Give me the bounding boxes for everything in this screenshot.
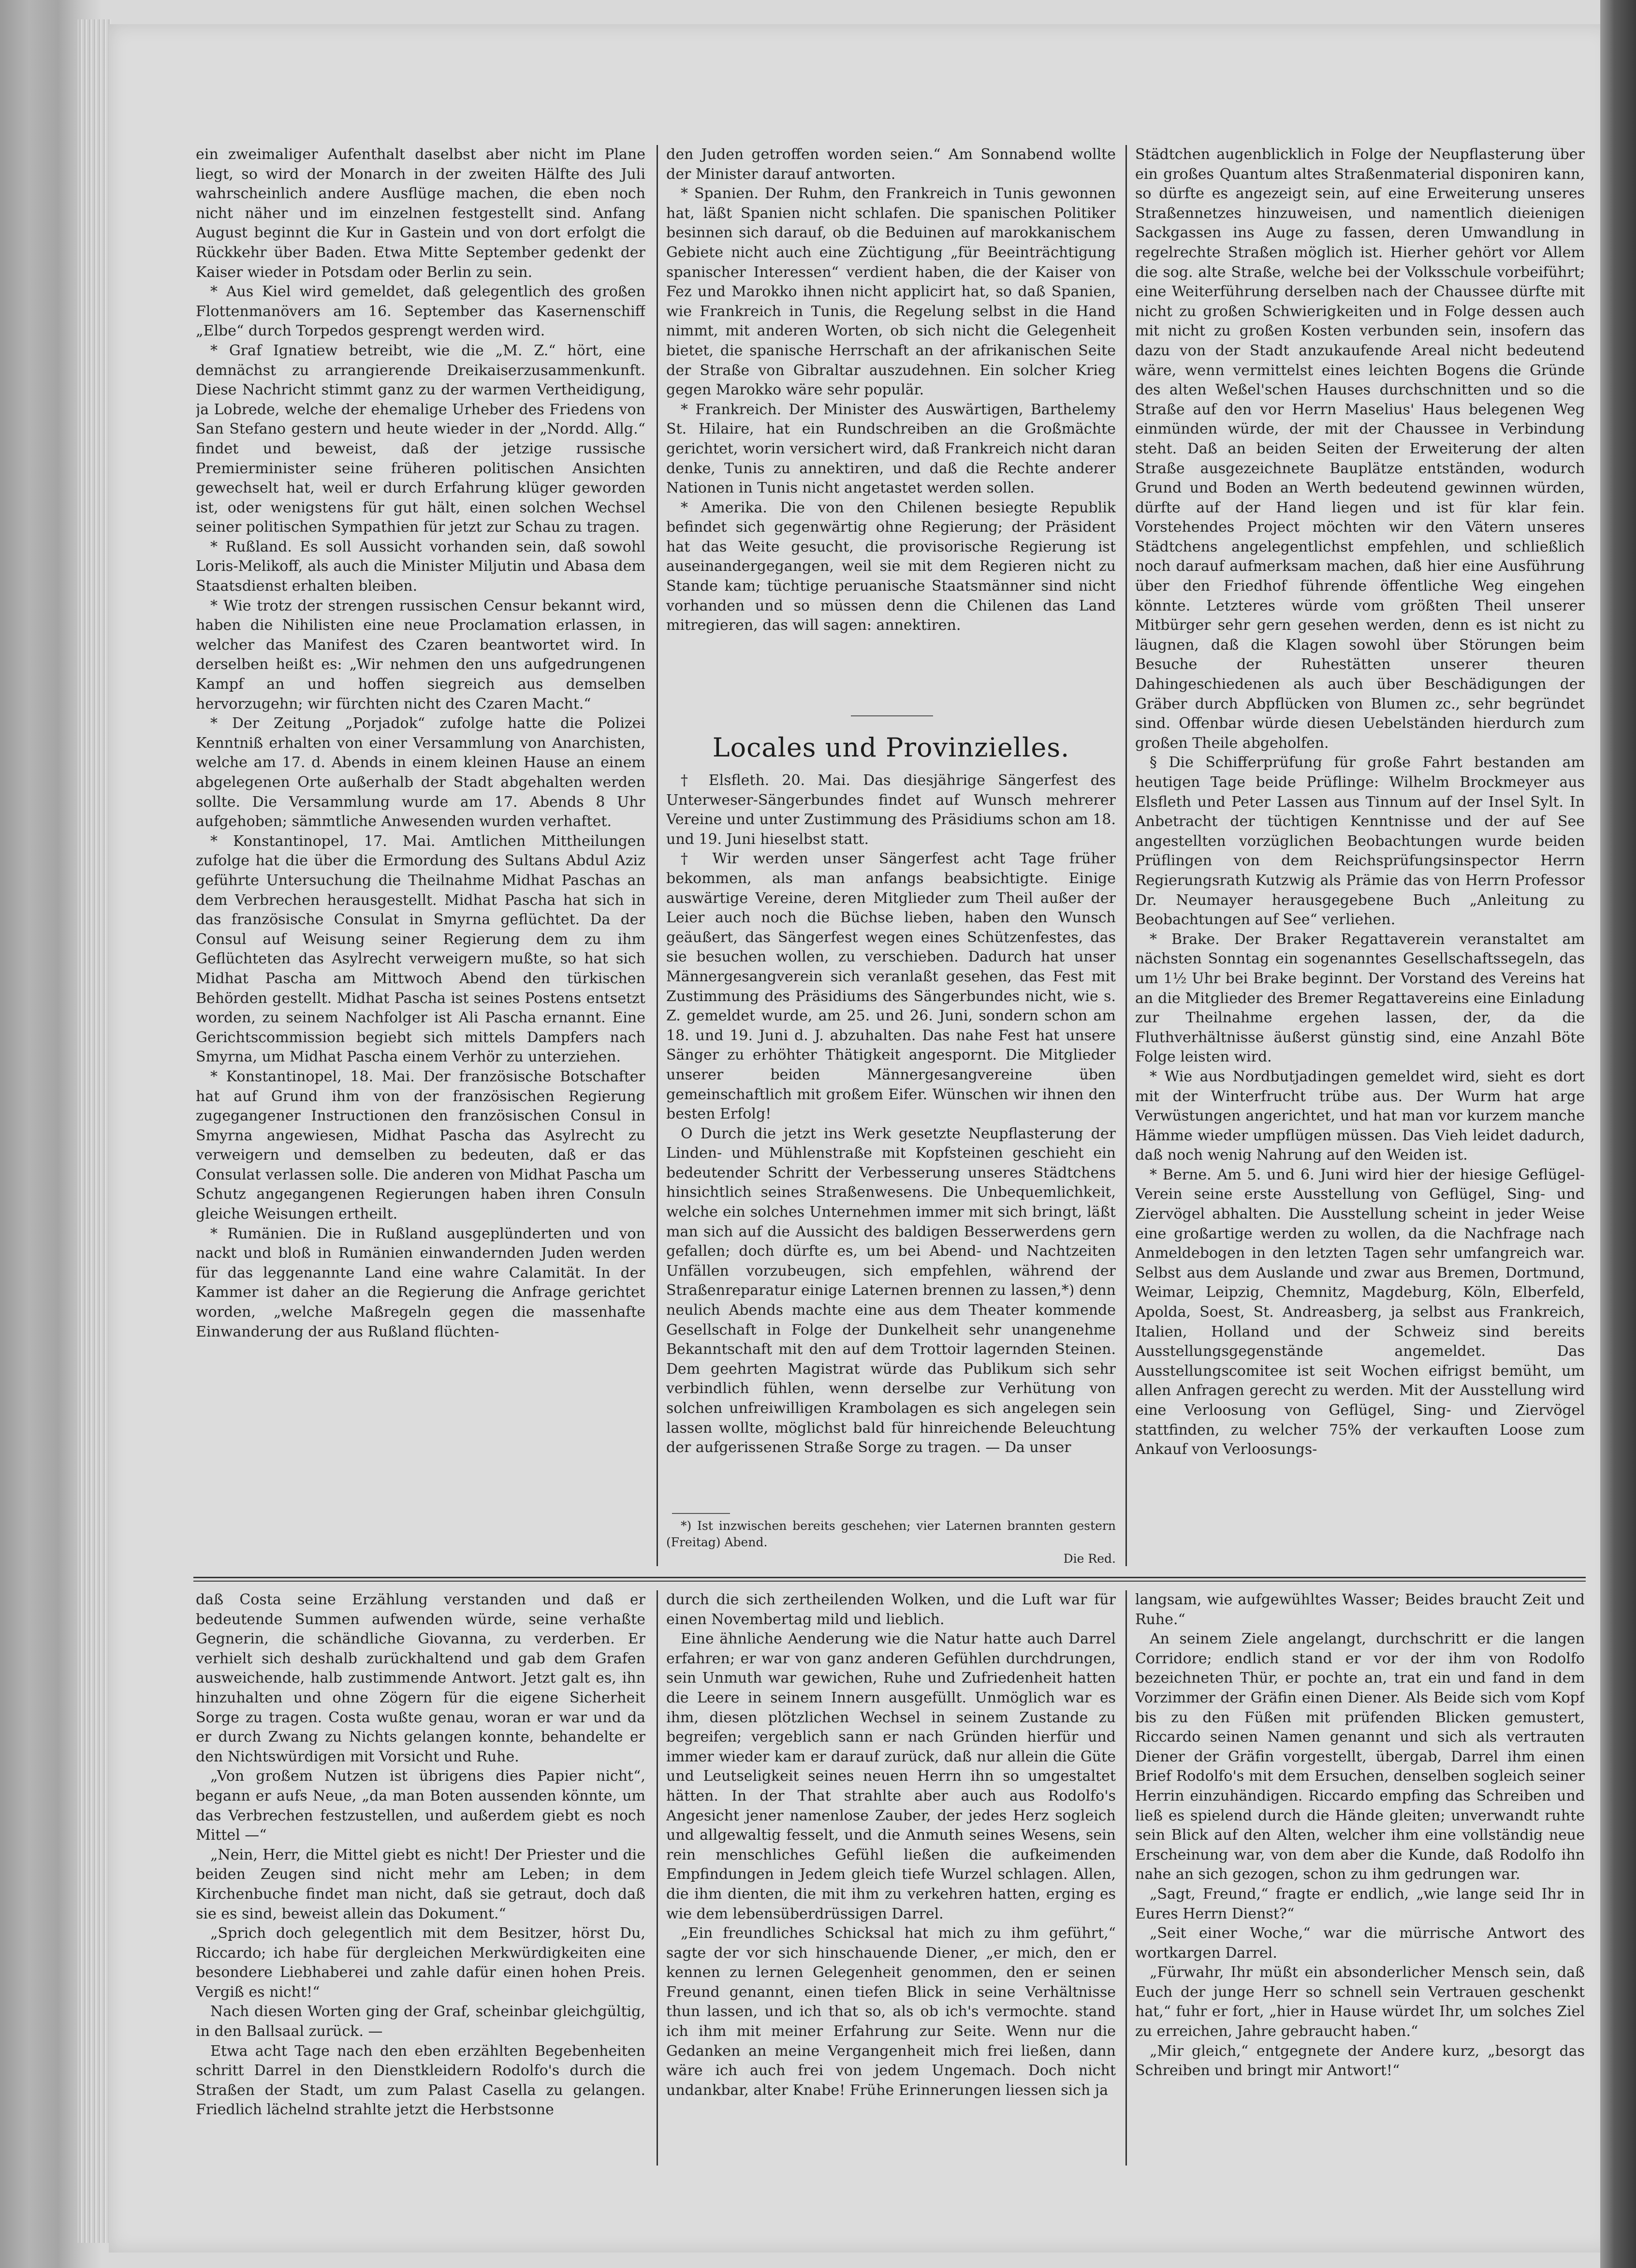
- paragraph: „Mir gleich,“ entgegnete der Andere kurz, „besorgt das Schreiben und bringt mir Antwort!“: [1135, 2042, 1585, 2079]
- news-column-3: [1135, 145, 1585, 1571]
- paragraph: * Graf Ignatiew betreibt, wie die „M. Z.“ hört, eine demnächst zu arrangierende Dreikaiserzusammenkunft. Diese Nachricht stimmt ganz zu der warmen Vertheidigung, ja Lobrede, welche der ehemalige Urheber des Friedens von San Stefano gestern und heute wieder in der „Nordd. Allg.“ findet und beweist, daß der jetzige russische Premierminister seine früheren politischen Ansichten gewechselt hat, weil er durch Erfahrung klüger geworden ist, oder wenigstens für gut hält, einen solchen Wechsel seiner politischen Sympathien für jetzt zur Schau zu tragen.: [196, 342, 645, 536]
- paragraph: * Frankreich. Der Minister des Auswärtigen, Barthelemy St. Hilaire, hat ein Rundschreiben an die Großmächte gerichtet, worin versichert wird, daß Frankreich nicht daran denke, Tunis zu annektiren, und daß die Rechte anderer Nationen in Tunis nicht angetastet werden sollen.: [666, 401, 1116, 497]
- paragraph: „Fürwahr, Ihr müßt ein absonderlicher Mensch sein, daß Euch der junge Herr so schnell sein Vertrauen geschenkt hat,“ fuhr er fort, „hier in Hause würdet Ihr, um solches Ziel zu erreichen, Jahre gebraucht haben.“: [1135, 1964, 1585, 2040]
- feuilleton-separator: [193, 1577, 1586, 1578]
- paragraph: * Spanien. Der Ruhm, den Frankreich in Tunis gewonnen hat, läßt Spanien nicht schlafen. Die spanischen Politiker besinnen sich darauf, ob die Beduinen auf marokkanischem Gebiete nicht auch eine Züchtigung „für Beeinträchtigung spanischer Interessen“ verdient haben, die der Kaiser von Fez und Marokko ihnen nicht applicirt hat, so daß Spanien, wie Frankreich in Tunis, die Regelung selbst in die Hand nimmt, mit anderen Worten, ob sich nicht die Gelegenheit bietet, die spanische Herrschaft an der afrikanischen Seite der Straße von Gibraltar auszudehnen. Ein solcher Krieg gegen Marokko wäre sehr populär.: [666, 185, 1116, 399]
- paragraph: * Brake. Der Braker Regattaverein veranstaltet am nächsten Sonntag ein sogenanntes Gesellschaftssegeln, das um 1½ Uhr bei Brake beginnt. Der Vorstand des Vereins hat an die Mitglieder des Bremer Regattavereins eine Einladung zur Theilnahme ergehen lassen, der, da die Fluthverhältnisse äußerst günstig sind, eine Anzahl Böte Folge leisten wird.: [1135, 930, 1585, 1066]
- paragraph: * Amerika. Die von den Chilenen besiegte Republik befindet sich gegenwärtig ohne Regierung; der Präsident hat das Weite gesucht, die provisorische Regierung ist auseinandergegangen, weil sie mit dem Regieren nicht zu Stande kam; tüchtige peruanische Staatsmänner sind nicht vorhanden und so müssen denn die Chilenen das Land mitregieren, das will sagen: annektiren.: [666, 499, 1116, 634]
- paragraph: † Elsfleth. 20. Mai. Das diesjährige Sängerfest des Unterweser-Sängerbundes findet auf Wunsch mehrerer Vereine und unter Zustimmung des Präsidiums schon am 18. und 19. Juni hieselbst statt.: [666, 772, 1116, 848]
- paragraph: „Seit einer Woche,“ war die mürrische Antwort des wortkargen Darrel.: [1135, 1925, 1585, 1962]
- stacked-page-edges: [77, 19, 111, 2243]
- section-separator: [851, 715, 933, 716]
- paragraph: ein zweimaliger Aufenthalt daselbst aber nicht im Plane liegt, so wird der Monarch in der zweiten Hälfte des Juli wahrscheinlich andere Ausflüge machen, die eben noch nicht näher und im einzelnen festgestellt sind. Anfang August beginnt die Kur in Gastein und von dort erfolgt die Rückkehr über Baden. Etwa Mitte September gedenkt der Kaiser wieder in Potsdam oder Berlin zu sein.: [196, 146, 645, 281]
- paragraph: * Berne. Am 5. und 6. Juni wird hier der hiesige Geflügel-Verein seine erste Ausstellung von Geflügel, Sing- und Ziervögel abhalten. Die Ausstellung scheint in jeder Weise eine großartige werden zu wollen, da die Nachfrage nach Anmeldebogen in den letzten Tagen sehr umfangreich war. Selbst aus dem Auslande und zwar aus Bremen, Dortmund, Weimar, Leipzig, Chemnitz, Magdeburg, Köln, Elberfeld, Apolda, Soest, St. Andreasberg, ja selbst aus Frankreich, Italien, Holland und der Schweiz sind bereits Ausstellungsgegenstände angemeldet. Das Ausstellungscomitee ist seit Wochen eifrigst bemüht, um allen Anfragen gerecht zu werden. Mit der Ausstellung wird eine Verloosung von Geflügel, Sing- und Ziervögel stattfinden, zu welcher 75% der verkauften Loose zum Ankauf von Verloosungs-: [1135, 1166, 1585, 1458]
- feuilleton-column-2: [666, 1590, 1116, 2166]
- news-column-1: [196, 145, 645, 1571]
- paragraph: langsam, wie aufgewühltes Wasser; Beides braucht Zeit und Ruhe.“: [1135, 1591, 1585, 1628]
- feuilleton-column-3: [1135, 1590, 1585, 2166]
- paragraph: „Nein, Herr, die Mittel giebt es nicht! Der Priester und die beiden Zeugen sind nicht mehr am Leben; in dem Kirchenbuche findet man nicht, daß sie getraut, doch daß sie es sind, beweist allein das Dokument.“: [196, 1846, 645, 1922]
- feuilleton-separator-2: [193, 1581, 1586, 1582]
- paragraph: „Ein freundliches Schicksal hat mich zu ihm geführt,“ sagte der vor sich hinschauende Diener, „er mich, den er kennen zu lernen Gelegenheit genommen, den er seinen Freund genannt, einen tiefen Blick in seine Verhältnisse thun lassen, und ich that so, als ob ich's vermochte. stand ich ihm mit meiner Erfahrung zur Seite. Wenn nur die Gedanken an meine Vergangenheit mich frei ließen, dann wäre ich auch frei von jedem Ungemach. Doch nicht undankbar, alter Knabe! Frühe Erinnerungen liessen sich ja: [666, 1925, 1116, 2099]
- local-news-column: [666, 771, 1116, 1511]
- feuilleton-column-1: [196, 1590, 645, 2166]
- paragraph: * Aus Kiel wird gemeldet, daß gelegentlich des großen Flottenmanövers am 16. September das Kasernenschiff „Elbe“ durch Torpedos gesprengt werden wird.: [196, 283, 645, 340]
- footnote-rule: [672, 1513, 730, 1514]
- footnote-text: *) Ist inzwischen bereits geschehen; vier Laternen brannten gestern (Freitag) Abend.: [666, 1519, 1116, 1549]
- paragraph: daß Costa seine Erzählung verstanden und daß er bedeutende Summen aufwenden würde, seine verhaßte Gegnerin, die schändliche Giovanna, zu verderben. Er verhielt sich deshalb zurückhaltend und gab dem Grafen ausweichende, halb zustimmende Antwort. Jetzt galt es, ihn hinzuhalten und ohne Zögern für die eigene Sicherheit Sorge zu tragen. Costa wußte genau, woran er war und da er durch Zwang zu Nichts gelangen konnte, behandelte er den Nichtswürdigen mit Vorsicht und Ruhe.: [196, 1591, 645, 1765]
- column-divider-1: [657, 145, 658, 1566]
- news-column-2: [666, 145, 1116, 706]
- paragraph: * Rußland. Es soll Aussicht vorhanden sein, daß sowohl Loris-Melikoff, als auch die Minister Miljutin und Abasa dem Staatsdienst erhalten bleiben.: [196, 538, 645, 595]
- paragraph: Städtchen augenblicklich in Folge der Neupflasterung über ein großes Quantum altes Straßenmaterial disponiren kann, so dürfte es angezeigt sein, auf eine Erweiterung unseres Straßennetzes hinzuweisen, und namentlich dieienigen Sackgassen ins Auge zu fassen, deren Umwandlung in regelrechte Straßen möglich ist. Hierher gehört vor Allem die sog. alte Straße, welche bei der Volksschule vorbeiführt; eine Weiterführung derselben nach der Chaussee dürfte mit nicht zu großen Schwierigkeiten und in Folge dessen auch mit nicht zu großen Kosten verbunden sein, insofern das dazu von der Stadt anzukaufende Areal nicht bedeutend wäre, wenn vermittelst eines leichten Bogens die Gründe des alten Weßel'schen Hauses durchschnitten und so die Straße auf den vor Herrn Maselius' Haus belegenen Weg einmünden würde, der mit der Chaussee in Verbindung steht. Daß an beiden Seiten der Erweiterung der alten Straße ausgezeichnete Bauplätze entständen, wodurch Grund und Boden an Werth bedeutend gewinnen würden, dürfte auf der Hand liegen und ist für klar fein. Vorstehendes Project möchten wir den Vätern unseres Städtchens angelegentlichst empfehlen, und schließlich noch darauf aufmerksam machen, daß hier eine Ausführung über den Friedhof führende öffentliche Weg eingehen könnte. Letzteres würde vom größten Theil unserer Mitbürger sehr gern gesehen werden, denn es ist nicht zu läugnen, daß die Klagen sowohl über Störungen beim Besuche der Ruhestätten unserer theuren Dahingeschiedenen als auch über Beschädigungen der Gräber durch Abpflücken von Blumen zc., sehr begründet sind. Offenbar würde diesen Uebelständen hierdurch zum großen Theile abgeholfen.: [1135, 146, 1585, 752]
- paragraph: Nach diesen Worten ging der Graf, scheinbar gleichgültig, in den Ballsaal zurück. —: [196, 2003, 645, 2040]
- paragraph: * Konstantinopel, 17. Mai. Amtlichen Mittheilungen zufolge hat die über die Ermordung des Sultans Abdul Aziz geführte Untersuchung die Theilnahme Midhat Paschas an dem Verbrechen herausgestellt. Midhat Pascha hat sich in das französische Consulat in Smyrna geflüchtet. Da der Consul auf Weisung seiner Regierung dem zu ihm Geflüchteten das Asylrecht verweigern mußte, so hat sich Midhat Pascha am Mittwoch Abend den türkischen Behörden gestellt. Midhat Pascha ist seines Postens entsetzt worden, zu seinem Nachfolger ist Ali Pascha ernannt. Eine Gerichtscommission begiebt sich mittels Dampfers nach Smyrna, um Midhat Pascha einem Verhör zu unterziehen.: [196, 832, 645, 1066]
- paragraph: * Der Zeitung „Porjadok“ zufolge hatte die Polizei Kenntniß erhalten von einer Versammlung von Anarchisten, welche am 17. d. Abends in einem kleinen Hause an einem abgelegenen Orte außerhalb der Stadt abgehalten werden sollte. Die Versammlung wurde am 17. Abends 8 Uhr aufgehoben; sämmtliche Anwesenden wurden verhaftet.: [196, 715, 645, 830]
- paragraph: „Sagt, Freund,“ fragte er endlich, „wie lange seid Ihr in Eures Herrn Dienst?“: [1135, 1885, 1585, 1922]
- paragraph: O Durch die jetzt ins Werk gesetzte Neupflasterung der Linden- und Mühlenstraße mit Kopfsteinen geschieht ein bedeutender Schritt der Verbesserung unseres Städtchens hinsichtlich seines Straßenwesens. Die Unbequemlichkeit, welche ein solches Unternehmen immer mit sich bringt, läßt man sich auf die Aussicht des baldigen Besserwerdens gern gefallen; doch dürfte es, um bei Abend- und Nachtzeiten Unfällen vorzubeugen, sich empfehlen, während der Straßenreparatur einige Laternen brennen zu lassen,*) denn neulich Abends machte eine aus dem Theater kommende Gesellschaft in Folge der Dunkelheit sehr unangenehme Bekanntschaft mit den auf dem Trottoir lagernden Steinen. Dem geehrten Magistrat würde das Publikum sich sehr verbindlich fühlen, wenn derselbe zur Verhütung von solchen unfreiwilligen Krambolagen es sich angelegen sein lassen wollte, möglichst bald für hinreichende Beleuchtung der aufgerissenen Straße Sorge zu tragen. — Da unser: [666, 1125, 1116, 1456]
- paragraph: § Die Schifferprüfung für große Fahrt bestanden am heutigen Tage beide Prüflinge: Wilhelm Brockmeyer aus Elsfleth und Peter Lassen aus Tinnum auf der Insel Sylt. In Anbetracht der tüchtigen Kenntnisse und der auf See angestellten vorzüglichen Beobachtungen wurde beiden Prüflingen von dem Reichsprüfungsinspector Herrn Regierungsrath Kutzwig als Prämie das von Herrn Professor Dr. Neumayer herausgegebene Buch „Anleitung zu Beobachtungen auf See“ verliehen.: [1135, 754, 1585, 929]
- paragraph: „Von großem Nutzen ist übrigens dies Papier nicht“, begann er aufs Neue, „da man Boten aussenden könnte, um das Verbrechen festzustellen, und außerdem giebt es noch Mittel —“: [196, 1768, 645, 1844]
- paragraph: * Wie aus Nordbutjadingen gemeldet wird, sieht es dort mit der Winterfrucht trübe aus. Der Wurm hat arge Verwüstungen angerichtet, und hat man vor kurzem manche Hämme wieder umpflügen müssen. Das Vieh leidet dadurch, daß noch wenig Nahrung auf den Weiden ist.: [1135, 1068, 1585, 1164]
- column-divider-2: [1125, 145, 1127, 1566]
- paragraph: * Wie trotz der strengen russischen Censur bekannt wird, haben die Nihilisten eine neue Proclamation erlassen, in welcher das Manifest des Czaren beantwortet wird. In derselben heißt es: „Wir nehmen den uns aufgedrungenen Kampf an und hoffen siegreich aus demselben hervorzugehn; wir fürchten nicht des Czaren Macht.“: [196, 597, 645, 712]
- footnote: [666, 1518, 1116, 1567]
- paragraph: * Rumänien. Die in Rußland ausgeplünderten und von nackt und bloß in Rumänien einwandernden Juden werden für das leggenannte Land eine wahre Calamität. In der Kammer ist daher an die Regierung die Anfrage gerichtet worden, „welche Maßregeln gegen die massenhafte Einwanderung der aus Rußland flüchten-: [196, 1225, 645, 1340]
- paragraph: „Sprich doch gelegentlich mit dem Besitzer, hörst Du, Riccardo; ich habe für dergleichen Merkwürdigkeiten eine besondere Liebhaberei und zahle dafür einen hohen Preis. Vergiß es nicht!“: [196, 1925, 645, 2001]
- paragraph: durch die sich zertheilenden Wolken, und die Luft war für einen Novembertag mild und lieblich.: [666, 1591, 1116, 1628]
- paragraph: den Juden getroffen worden seien.“ Am Sonnabend wollte der Minister darauf antworten.: [666, 146, 1116, 183]
- feuilleton-divider-2: [1125, 1590, 1127, 2166]
- paragraph: * Konstantinopel, 18. Mai. Der französische Botschafter hat auf Grund ihm von der französischen Regierung zugegangener Instructionen den französischen Consul in Smyrna angewiesen, Midhat Pascha das Asylrecht zu verweigern und demselben zu bedeuten, daß er das Consulat verlassen solle. Die anderen von Midhat Pascha um Schutz angegangenen Regierungen haben ihren Consuln gleiche Weisungen ertheilt.: [196, 1068, 645, 1223]
- footnote-signature: Die Red.: [1063, 1552, 1116, 1566]
- paragraph: Eine ähnliche Aenderung wie die Natur hatte auch Darrel erfahren; er war von ganz anderen Gefühlen durchdrungen, sein Unmuth war gewichen, Ruhe und Zufriedenheit hatten die Leere in seinem Innern ausgefüllt. Unmöglich war es ihm, diesen plötzlichen Wechsel in seinem Zustande zu begreifen; vergeblich sann er nach Gründen hierfür und immer wieder kam er darauf zurück, daß nur allein die Güte und Leutseligkeit seines neuen Herrn ihn so umgestaltet hätten. In der That strahlte aber auch aus Rodolfo's Angesicht jener namenlose Zauber, der jedes Herz sogleich und allgewaltig fesselt, und die Anmuth seines Wesens, sein rein menschliches Gefühl ließen die aufkeimenden Empfindungen in Jedem gleich tiefe Wurzel schlagen. Allen, die ihm dienten, die mit ihm zu verkehren hatten, erging es wie dem lebensüberdrüssigen Darrel.: [666, 1630, 1116, 1922]
- section-heading: Locales und Provinzielles.: [712, 732, 1070, 763]
- paragraph: An seinem Ziele angelangt, durchschritt er die langen Corridore; endlich stand er vor der ihm von Rodolfo bezeichneten Thür, er pochte an, trat ein und fand in dem Vorzimmer der Gräfin einen Diener. Als Beide sich vom Kopf bis zu den Füßen mit prüfenden Blicken gemustert, Riccardo seinen Namen genannt und sich als vertrauten Diener der Gräfin vorgestellt, übergab, Darrel ihm einen Brief Rodolfo's mit dem Ersuchen, denselben sogleich seiner Herrin einzuhändigen. Riccardo empfing das Schreiben und ließ es spielend durch die Hände gleiten; unverwandt ruhte sein Blick auf den Alten, welcher ihm eine vollständig neue Erscheinung war, von dem aber die Kunde, daß Rodolfo ihn nahe an sich gezogen, schon zu ihm gedrungen war.: [1135, 1630, 1585, 1883]
- paragraph: Etwa acht Tage nach den eben erzählten Begebenheiten schritt Darrel in den Dienstkleidern Rodolfo's durch die Straßen der Stadt, um zum Palast Casella zu gelangen. Friedlich lächelnd strahlte jetzt die Herbstsonne: [196, 2042, 645, 2119]
- book-gutter-shadow: [1600, 0, 1636, 2268]
- paragraph: † Wir werden unser Sängerfest acht Tage früher bekommen, als man anfangs beabsichtigte. Einige auswärtige Vereine, deren Mitglieder zum Theil außer der Leier auch noch die Büchse lieben, haben den Wunsch geäußert, das Sängerfest wegen eines Schützenfestes, das sie besuchen wollen, zu verschieben. Dadurch hat unser Männergesangverein sich veranlaßt gesehen, das Fest mit Zustimmung des Präsidiums des Sängerbundes nicht, wie s. Z. gemeldet wurde, am 25. und 26. Juni, sondern schon am 18. und 19. Juni d. J. abzuhalten. Das nahe Fest hat unsere Sänger zu erhöhter Thätigkeit angespornt. Die Mitglieder unserer beiden Männergesangvereine üben gemeinschaftlich mit großem Eifer. Wünschen wir ihnen den besten Erfolg!: [666, 850, 1116, 1123]
- feuilleton-divider-1: [657, 1590, 658, 2166]
